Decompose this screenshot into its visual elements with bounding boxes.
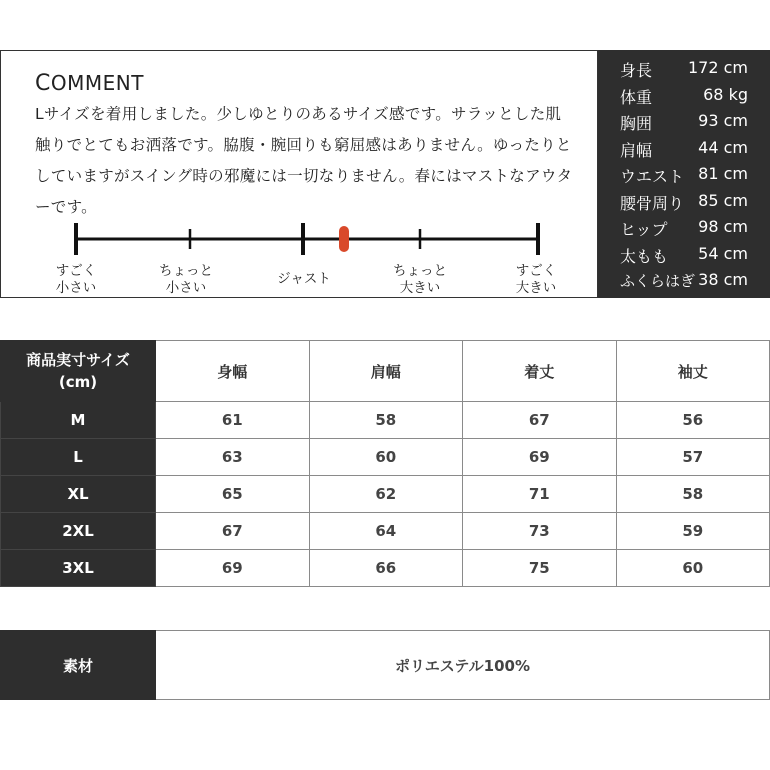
model-label: 胸囲 <box>620 114 653 133</box>
model-label: 身長 <box>620 61 653 80</box>
column-header: 肩幅 <box>309 341 463 402</box>
model-row <box>598 191 770 217</box>
material-value: ポリエステル100% <box>156 631 770 700</box>
fit-label-bit-big: ちょっと 大きい <box>393 263 447 296</box>
table-cell: 67 <box>156 513 310 550</box>
table-cell: 60 <box>309 439 463 476</box>
table-row <box>1 476 770 513</box>
material-row <box>1 631 770 700</box>
model-label: 肩幅 <box>620 141 653 160</box>
column-header: 身幅 <box>156 341 310 402</box>
table-cell: 59 <box>616 513 770 550</box>
model-value: 93 cm <box>698 111 748 130</box>
table-cell: 69 <box>463 439 617 476</box>
fit-label-very-small: すごく 小さい <box>55 263 97 296</box>
model-value: 172 cm <box>687 58 748 77</box>
table-cell: 71 <box>463 476 617 513</box>
fit-scale <box>1 51 599 299</box>
table-cell: 60 <box>616 550 770 587</box>
model-label: 体重 <box>620 88 653 107</box>
table-cell: 69 <box>156 550 310 587</box>
table-cell: 67 <box>463 402 617 439</box>
model-value: 81 cm <box>698 164 748 183</box>
size-label: M <box>1 402 156 439</box>
model-row <box>598 164 770 190</box>
model-label: ウエスト <box>620 167 685 186</box>
model-row <box>598 270 770 296</box>
size-table-header <box>1 341 770 402</box>
model-row <box>598 244 770 270</box>
model-row <box>598 58 770 84</box>
table-cell: 58 <box>309 402 463 439</box>
size-label: XL <box>1 476 156 513</box>
table-cell: 66 <box>309 550 463 587</box>
material-table <box>0 630 770 700</box>
model-value: 85 cm <box>698 191 748 210</box>
model-label: ヒップ <box>620 220 668 239</box>
model-value: 54 cm <box>698 244 748 263</box>
material-label: 素材 <box>1 631 156 700</box>
table-row <box>1 439 770 476</box>
column-header: 着丈 <box>463 341 617 402</box>
comment-text: Lサイズを着用しました。少しゆとりのあるサイズ感です。サラッとした肌触りでとてもお洒落です。脇腹・腕回りも窮屈感はありません。ゆったりとしていますがスイング時の邪魔には一切なりません。春にはマストなアウターです。 <box>35 105 573 216</box>
size-table-corner-title: 商品実寸サイズ <box>26 351 130 369</box>
table-row <box>1 513 770 550</box>
size-table-corner-unit: (cm) <box>58 373 98 391</box>
table-cell: 73 <box>463 513 617 550</box>
size-label: 2XL <box>1 513 156 550</box>
model-row <box>598 111 770 137</box>
comment-title-rest: OMMENT <box>50 71 144 95</box>
size-label: 3XL <box>1 550 156 587</box>
size-table-corner <box>1 341 156 402</box>
table-row <box>1 402 770 439</box>
table-cell: 58 <box>616 476 770 513</box>
fit-label-very-big: すごく 大きい <box>515 263 557 296</box>
fit-label-bit-small: ちょっと 小さい <box>159 263 213 296</box>
table-row <box>1 550 770 587</box>
table-cell: 62 <box>309 476 463 513</box>
table-cell: 57 <box>616 439 770 476</box>
size-label: L <box>1 439 156 476</box>
table-cell: 65 <box>156 476 310 513</box>
model-label: 太もも <box>620 247 669 266</box>
fit-scale-marker <box>339 226 349 252</box>
fit-label-just: ジャスト <box>277 271 331 287</box>
size-table <box>0 340 770 587</box>
comment-title-cap: C <box>35 71 51 96</box>
model-value: 44 cm <box>698 138 748 157</box>
model-measurements-panel <box>598 50 770 298</box>
model-row <box>598 217 770 243</box>
model-value: 38 cm <box>698 270 748 289</box>
model-label: ふくらはぎ <box>620 272 696 290</box>
model-row <box>598 85 770 111</box>
comment-panel <box>0 50 598 298</box>
table-cell: 75 <box>463 550 617 587</box>
model-value: 98 cm <box>698 217 748 236</box>
column-header: 袖丈 <box>616 341 770 402</box>
model-label: 腰骨周り <box>620 194 685 213</box>
model-row <box>598 138 770 164</box>
table-cell: 61 <box>156 402 310 439</box>
model-value: 68 kg <box>703 85 748 104</box>
table-cell: 64 <box>309 513 463 550</box>
table-cell: 56 <box>616 402 770 439</box>
table-cell: 63 <box>156 439 310 476</box>
